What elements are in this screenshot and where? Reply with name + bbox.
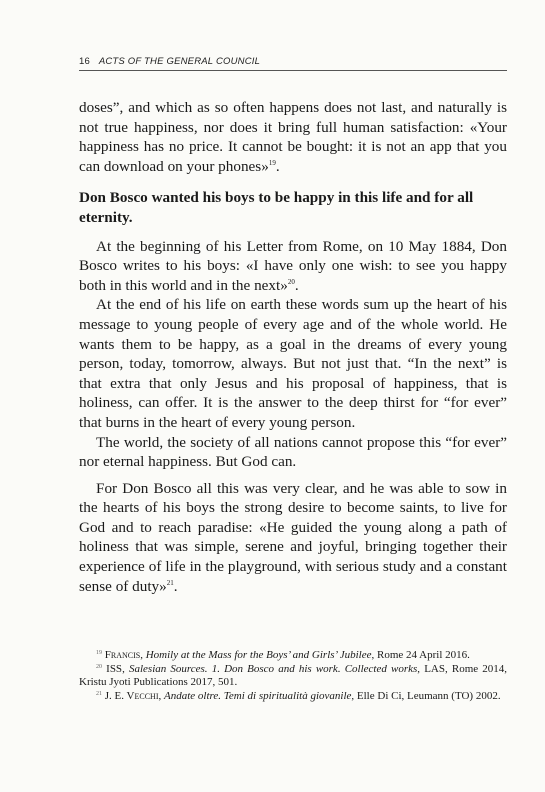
paragraph-4: The world, the society of all nations cannot propose this “for ever” nor eternal happiness. But God can. xyxy=(79,433,507,471)
footnote-ref-20: 20 xyxy=(287,277,295,286)
footnotes xyxy=(79,649,507,703)
paragraph-5-end: . xyxy=(173,577,178,595)
footnote-21 xyxy=(79,690,507,704)
paragraph-2-end: . xyxy=(294,276,299,294)
footnote-number: 20 xyxy=(96,663,102,670)
paragraph-1 xyxy=(79,98,507,176)
paragraph-2-text: At the beginning of his Letter from Rome, on 10 May 1884, Don Bosco writes to his boys: «I have only one wish: to see you happy both in this world and in the next» xyxy=(79,237,507,294)
footnote-ref-19: 19 xyxy=(268,158,276,167)
footnote-details: , LAS, Rome 2014, Kristu Jyoti Publications 2017, 501. xyxy=(79,662,508,689)
body-text xyxy=(79,98,507,596)
running-title: ACTS OF THE GENERAL COUNCIL xyxy=(98,56,261,67)
footnote-separator: , xyxy=(158,689,164,702)
paragraph-3: At the end of his life on earth these words sum up the heart of his message to young people of every age and of the whole world. He wants them to be happy, as a goal in the dreams of every young person, today, tomorrow, always. But not just that. “In the next” is that extra that only Jesus and his proposal of happiness, that is holiness, can offer. It is the answer to the deep thirst for “for ever” that burns in the heart of every young person. xyxy=(79,296,507,431)
footnote-title: Salesian Sources. 1. Don Bosco and his work. Collected works xyxy=(128,662,418,675)
footnote-author: Francis xyxy=(104,649,141,661)
footnote-ref-21: 21 xyxy=(166,578,174,587)
paragraph-2 xyxy=(79,237,507,296)
footnote-separator: , xyxy=(140,649,146,661)
footnote-number: 19 xyxy=(96,650,102,656)
running-header xyxy=(79,56,507,71)
section-heading: Don Bosco wanted his boys to be happy in this life and for all eternity. xyxy=(79,189,474,226)
footnote-19 xyxy=(79,649,507,663)
paragraph-5-text: For Don Bosco all this was very clear, and he was able to sow in the hearts of his boys the strong desire to become saints, to live for God and to reach paradise: «He guided the young along a path of holiness that was simple, serene and joyful, bringing together their experience of life in the playground, with serious study and a constant sense of duty» xyxy=(79,479,507,595)
footnote-author: ISS xyxy=(106,662,123,675)
footnote-details: , Elle Di Ci, Leumann (TO) 2002. xyxy=(351,689,501,702)
footnote-separator: , xyxy=(122,662,129,675)
footnote-title: Andate oltre. Temi di spiritualità giovanile xyxy=(164,689,352,702)
paragraph-5 xyxy=(79,479,507,597)
paragraph-1-text: doses”, and which as so often happens does not last, and naturally is not true happiness, nor does it bring full human satisfaction: «Your happiness has no price. It cannot be bought: it is not an app that you can download on your phones» xyxy=(79,99,507,175)
footnote-20 xyxy=(79,663,507,690)
footnote-details: , Rome 24 April 2016. xyxy=(371,649,470,661)
footnote-number: 21 xyxy=(96,690,102,697)
page-number: 16 xyxy=(79,56,90,67)
paragraph-1-end: . xyxy=(275,157,280,175)
footnote-author: J. E. Vecchi xyxy=(104,689,159,702)
footnote-title: Homily at the Mass for the Boys’ and Girls’ Jubilee xyxy=(145,649,372,661)
